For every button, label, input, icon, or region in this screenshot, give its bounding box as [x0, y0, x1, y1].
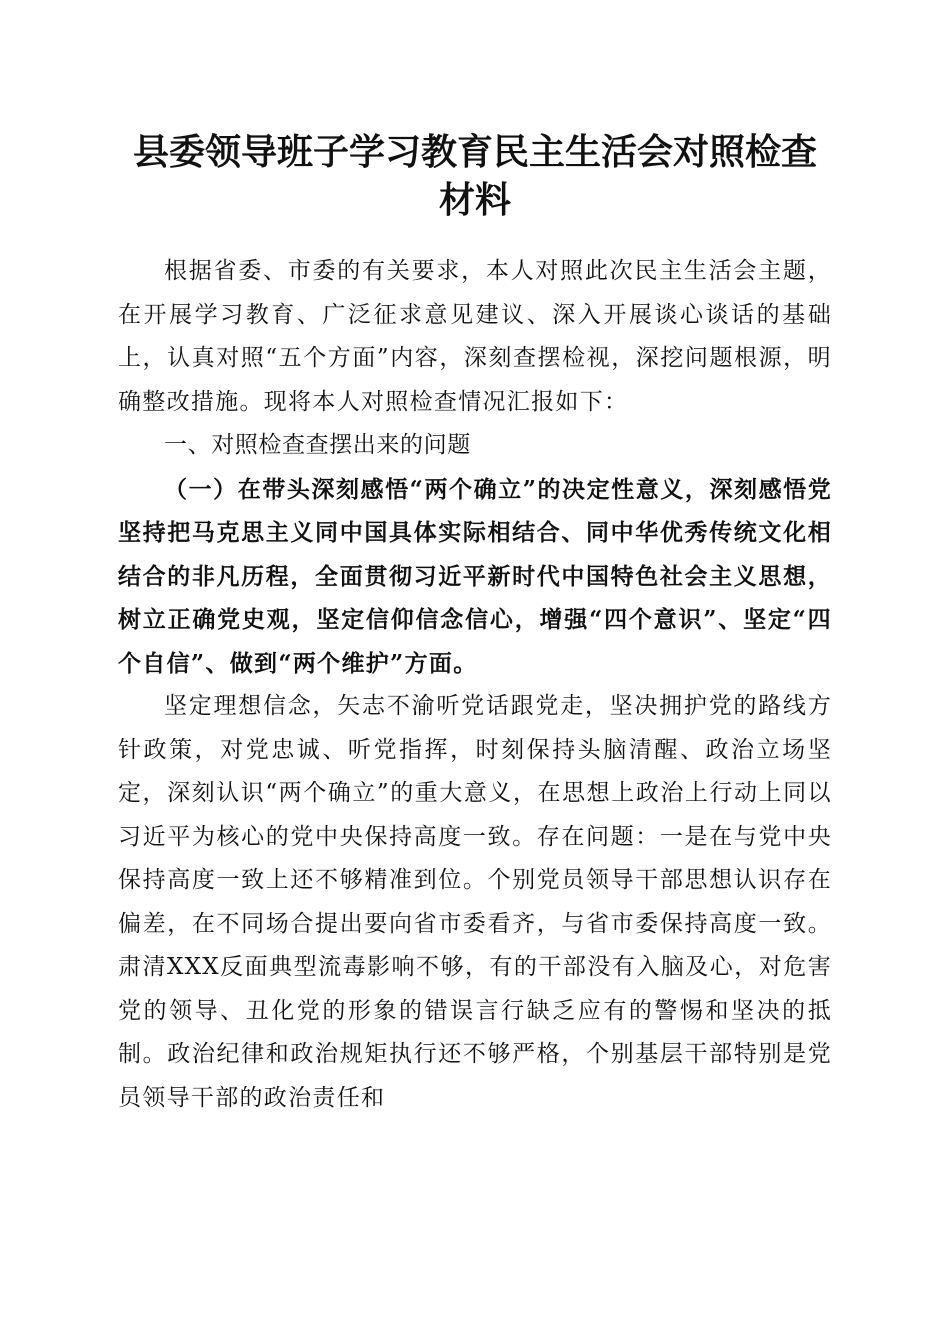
body-paragraph: 坚定理想信念，矢志不渝听党话跟党走，坚决拥护党的路线方针政策，对党忠诚、听党指挥，时刻保持头脑清醒、政治立场坚定，深刻认识“两个确立”的重大意义，在思想上政治上行动上同以习近平为核心的党中央保持高度一致。存在问题：一是在与党中央保持高度一致上还不够精准到位。个别党员领导干部思想认识存在偏差，在不同场合提出要向省市委看齐，与省市委保持高度一致。肃清XXX反面典型流毒影响不够，有的干部没有入脑及心，对危害党的领导、丑化党的形象的错误言行缺乏应有的警惕和坚决的抵制。政治纪律和政治规矩执行还不够严格，个别基层干部特别是党员领导干部的政治责任和: [118, 693, 832, 1111]
subsection-heading: （一）在带头深刻感悟“两个确立”的决定性意义，深刻感悟党坚持把马克思主义同中国具体实际相结合、同中华优秀传统文化相结合的非凡历程，全面贯彻习近平新时代中国特色社会主义思想，树立正确党史观，坚定信仰信念信心，增强“四个意识”、坚定“四个自信”、做到“两个维护”方面。: [118, 475, 832, 677]
document-title: 县委领导班子学习教育民主生活会对照检查材料: [132, 131, 817, 221]
document-body: [118, 250, 832, 1120]
section-heading: 一、对照检查查摆出来的问题: [164, 432, 471, 458]
intro-paragraph: 根据省委、市委的有关要求，本人对照此次民主生活会主题，在开展学习教育、广泛征求意见建议、深入开展谈心谈话的基础上，认真对照“五个方面”内容，深刻查摆检视，深挖问题根源，明确整改措施。现将本人对照检查情况汇报如下：: [118, 258, 832, 415]
